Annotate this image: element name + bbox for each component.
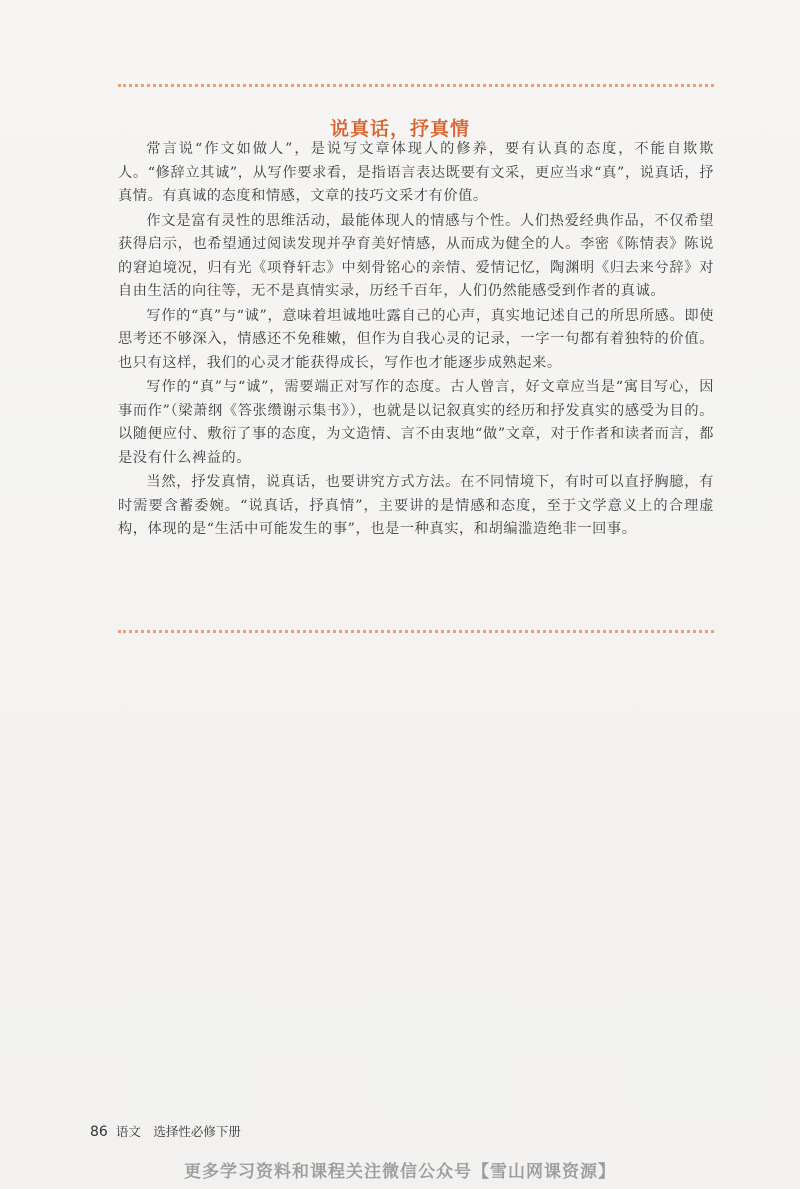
paragraph-5: 当然，抒发真情，说真话，也要讲究方式方法。在不同情境下，有时可以直抒胸臆，有时需要含蓄委婉。“说真话，抒真情”，主要讲的是情感和态度，至于文学意义上的合理虚构，体现的是“生活中可能发生的事”，也是一种真实，和胡编滥造绝非一回事。 bbox=[118, 474, 714, 537]
book-title: 语文 选择性必修下册 bbox=[115, 1124, 241, 1139]
article-body bbox=[118, 138, 714, 542]
page-number: 86 bbox=[90, 1124, 108, 1140]
article-title: 说真话，抒真情 bbox=[329, 117, 470, 140]
bottom-dotted-divider bbox=[118, 630, 714, 633]
page-footer bbox=[90, 1122, 241, 1140]
paragraph-2: 作文是富有灵性的思维活动，最能体现人的情感与个性。人们热爱经典作品，不仅希望获得启示，也希望通过阅读发现并孕育美好情感，从而成为健全的人。李密《陈情表》陈说的窘迫境况，归有光《项脊轩志》中刻骨铭心的亲情、爱情记忆，陶渊明《归去来兮辞》对自由生活的向往等，无不是真情实录，历经千百年，人们仍然能感受到作者的真诚。 bbox=[118, 212, 714, 299]
paragraph-1: 常言说“作文如做人”，是说写文章体现人的修养，要有认真的态度，不能自欺欺人。“修辞立其诚”，从写作要求看，是指语言表达既要有文采，更应当求“真”，说真话，抒真情。有真诚的态度和情感，文章的技巧文采才有价值。 bbox=[118, 141, 714, 204]
paragraph-4: 写作的“真”与“诚”，需要端正对写作的态度。古人曾言，好文章应当是“寓目写心，因事而作”（梁萧纲《答张缵谢示集书》），也就是以记叙真实的经历和抒发真实的感受为目的。以随便应付、敷衍了事的态度，为文造情、言不由衷地“做”文章，对于作者和读者而言，都是没有什么裨益的。 bbox=[118, 379, 714, 466]
paragraph-3: 写作的“真”与“诚”，意味着坦诚地吐露自己的心声，真实地记述自己的所思所感。即使思考还不够深入，情感还不免稚嫩，但作为自我心灵的记录，一字一句都有着独特的价值。也只有这样，我们的心灵才能获得成长，写作也才能逐步成熟起来。 bbox=[118, 307, 714, 371]
watermark-text: 更多学习资料和课程关注微信公众号【雪山网课资源】 bbox=[184, 1162, 616, 1182]
top-dotted-divider bbox=[118, 84, 714, 87]
